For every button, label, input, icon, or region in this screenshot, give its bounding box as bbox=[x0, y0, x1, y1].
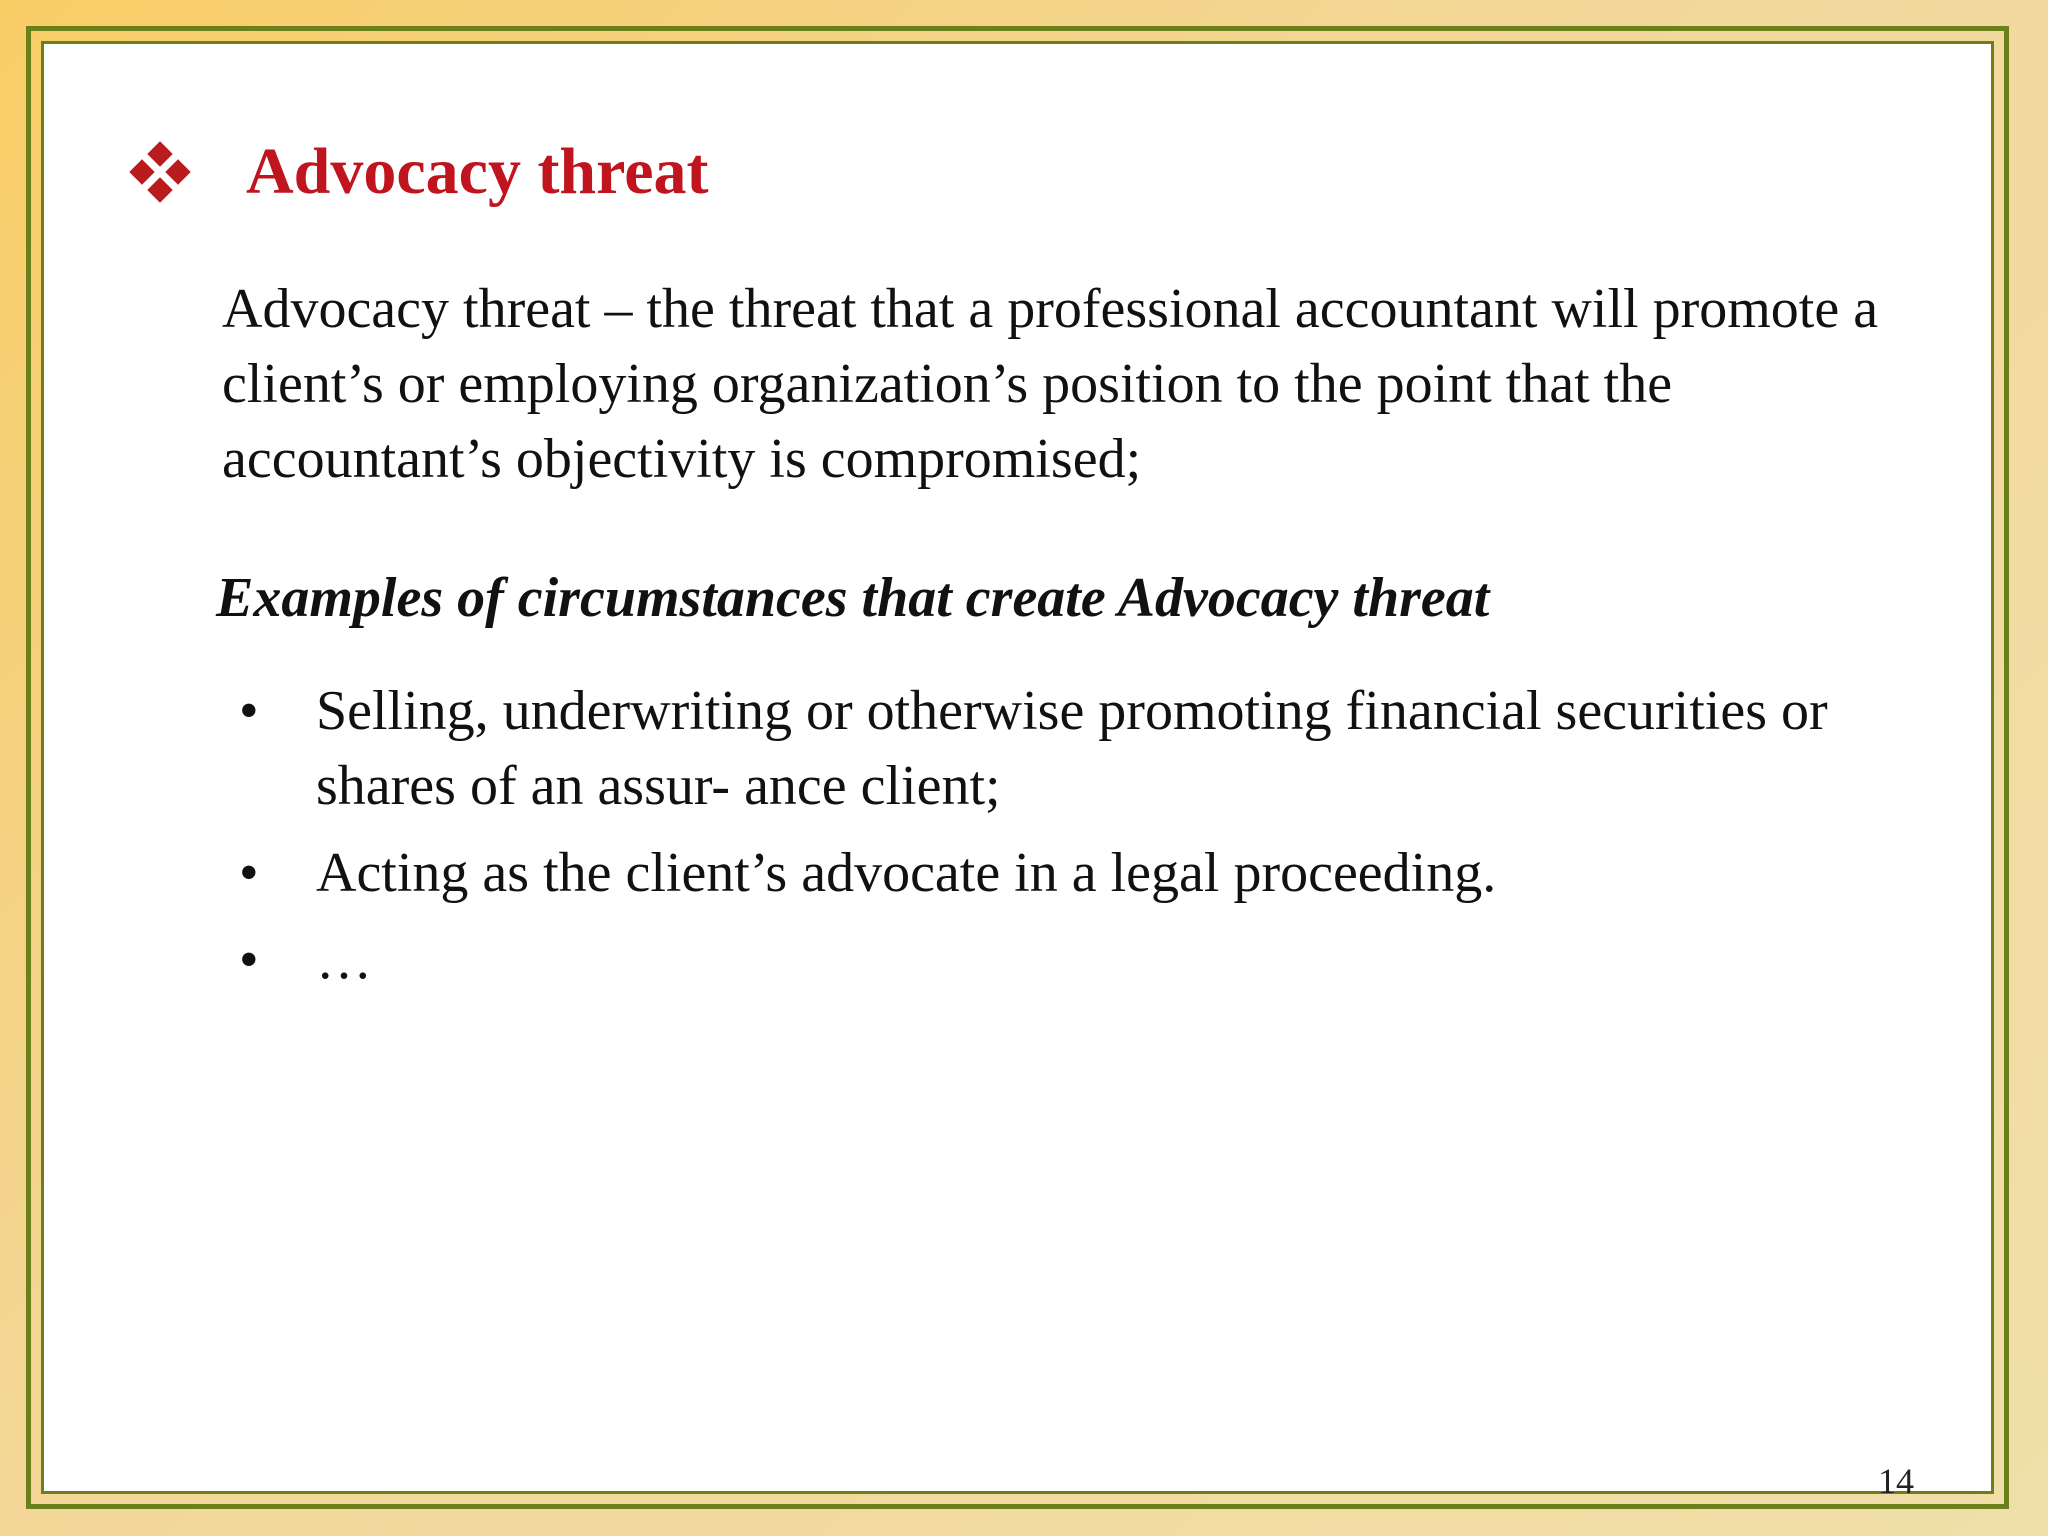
slide-content-area bbox=[41, 41, 1994, 1501]
bullet-marker: • bbox=[239, 842, 259, 904]
bullet-marker: • bbox=[239, 929, 259, 991]
bullet-text: … bbox=[316, 929, 372, 991]
definition-paragraph: Advocacy threat – the threat that a professional accountant will promote a client’s or employing organization’s position to the point that the accountant’s objectivity is compromised; bbox=[222, 278, 1879, 490]
slide-outer-frame bbox=[26, 26, 2009, 1509]
slide-title-row bbox=[132, 122, 709, 222]
bullet-item bbox=[236, 836, 1936, 911]
bullet-item bbox=[236, 923, 1936, 998]
examples-heading: Examples of circumstances that create Advocacy threat bbox=[216, 567, 1490, 629]
bullet-text: Selling, underwriting or otherwise promoting financial securities or shares of an assur- ance client; bbox=[316, 680, 1828, 817]
bullet-text: Acting as the client’s advocate in a legal proceeding. bbox=[316, 842, 1497, 904]
examples-bullet-list bbox=[236, 674, 1936, 1010]
page-number: 14 bbox=[1878, 1461, 1914, 1501]
bullet-item bbox=[236, 674, 1936, 824]
slide-title: Advocacy threat bbox=[246, 135, 709, 208]
bullet-marker: • bbox=[239, 680, 259, 742]
diamond-cluster-icon bbox=[132, 144, 188, 200]
